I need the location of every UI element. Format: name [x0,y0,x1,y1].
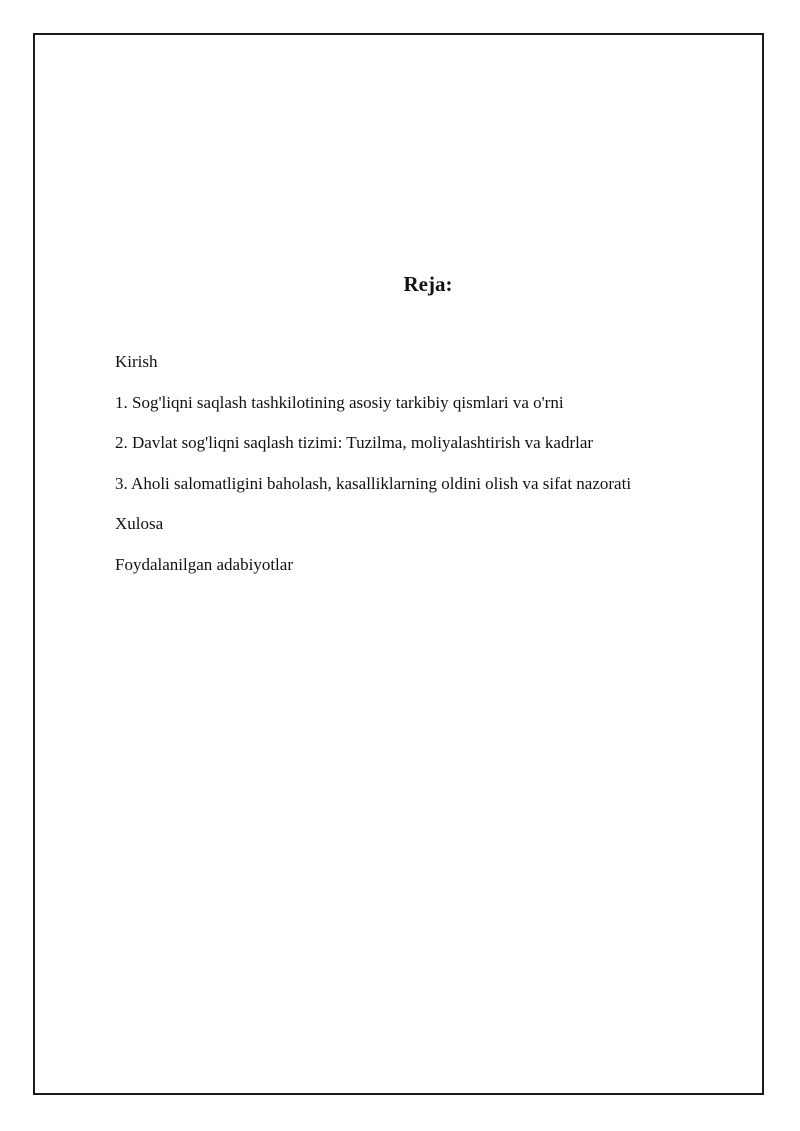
toc-item-chapter-1: 1. Sog'liqni saqlash tashkilotining asosiy tarkibiy qismlari va o'rni [115,392,564,412]
toc-item-chapter-2: 2. Davlat sog'liqni saqlash tizimi: Tuzilma, moliyalashtirish va kadrlar [115,433,594,452]
toc-item-chapter-3: 3. Aholi salomatligini baholash, kasalliklarning oldini olish va sifat nazorati [115,473,632,493]
page-title: Reja: [403,272,453,296]
toc-item-references: Foydalanilgan adabiyotlar [115,554,293,574]
toc-item-conclusion: Xulosa [115,514,164,533]
toc-item-introduction: Kirish [115,352,158,371]
table-of-contents [115,351,631,594]
